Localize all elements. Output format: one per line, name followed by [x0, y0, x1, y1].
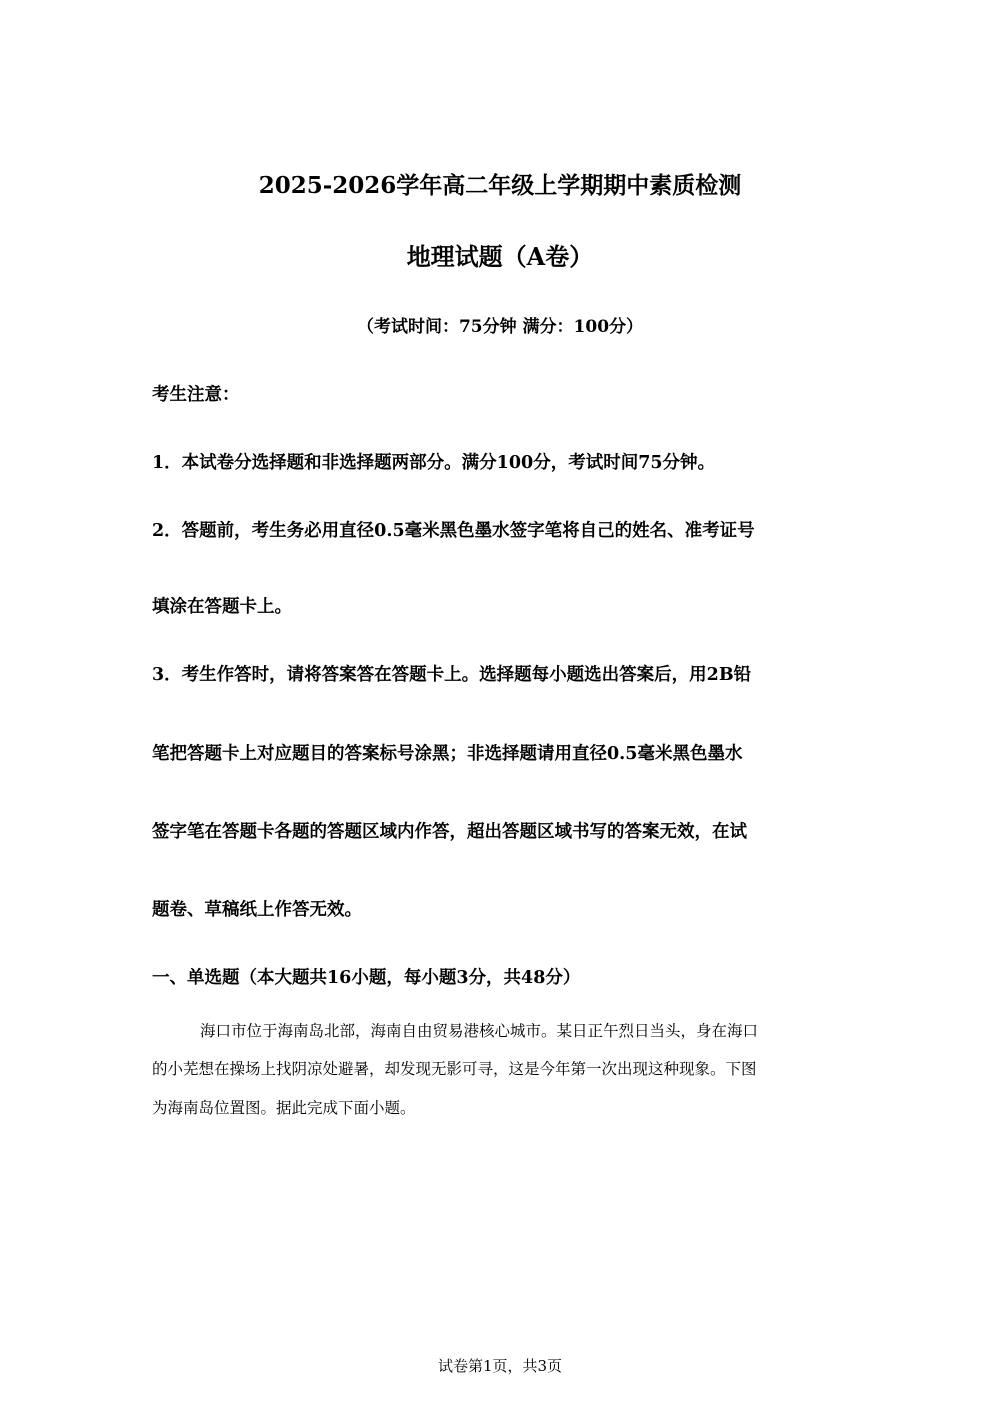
- notice-line: 2．答题前，考生务必用直径0.5毫米黑色墨水签字笔将自己的姓名、准考证号: [152, 521, 755, 541]
- exam-title: 2025-2026学年高二年级上学期期中素质检测: [258, 172, 742, 199]
- section-heading: 一、单选题（本大题共16小题，每小题3分，共48分）: [152, 968, 581, 988]
- exam-info: （考试时间：75分钟 满分：100分）: [356, 317, 644, 337]
- passage-line: 为海南岛位置图。据此完成下面小题。: [152, 1099, 416, 1117]
- page-footer: 试卷第1页，共3页: [437, 1357, 563, 1375]
- notice-line: 1．本试卷分选择题和非选择题两部分。满分100分，考试时间75分钟。: [152, 453, 716, 473]
- notice-heading: 考生注意：: [152, 385, 240, 405]
- notice-line: 3．考生作答时，请将答案答在答题卡上。选择题每小题选出答案后，用2B铅: [152, 665, 752, 685]
- notice-line: 签字笔在答题卡各题的答题区域内作答，超出答题区域书写的答案无效，在试: [152, 822, 747, 842]
- notice-line: 笔把答题卡上对应题目的答案标号涂黑；非选择题请用直径0.5毫米黑色墨水: [152, 744, 743, 764]
- notice-line: 题卷、草稿纸上作答无效。: [152, 900, 362, 920]
- passage-line: 海口市位于海南岛北部，海南自由贸易港核心城市。某日正午烈日当头，身在海口: [200, 1022, 759, 1040]
- passage-line: 的小芜想在操场上找阴凉处避暑，却发现无影可寻，这是今年第一次出现这种现象。下图: [152, 1060, 757, 1078]
- exam-subject-title: 地理试题（A卷）: [406, 242, 594, 271]
- notice-line: 填涂在答题卡上。: [152, 597, 292, 617]
